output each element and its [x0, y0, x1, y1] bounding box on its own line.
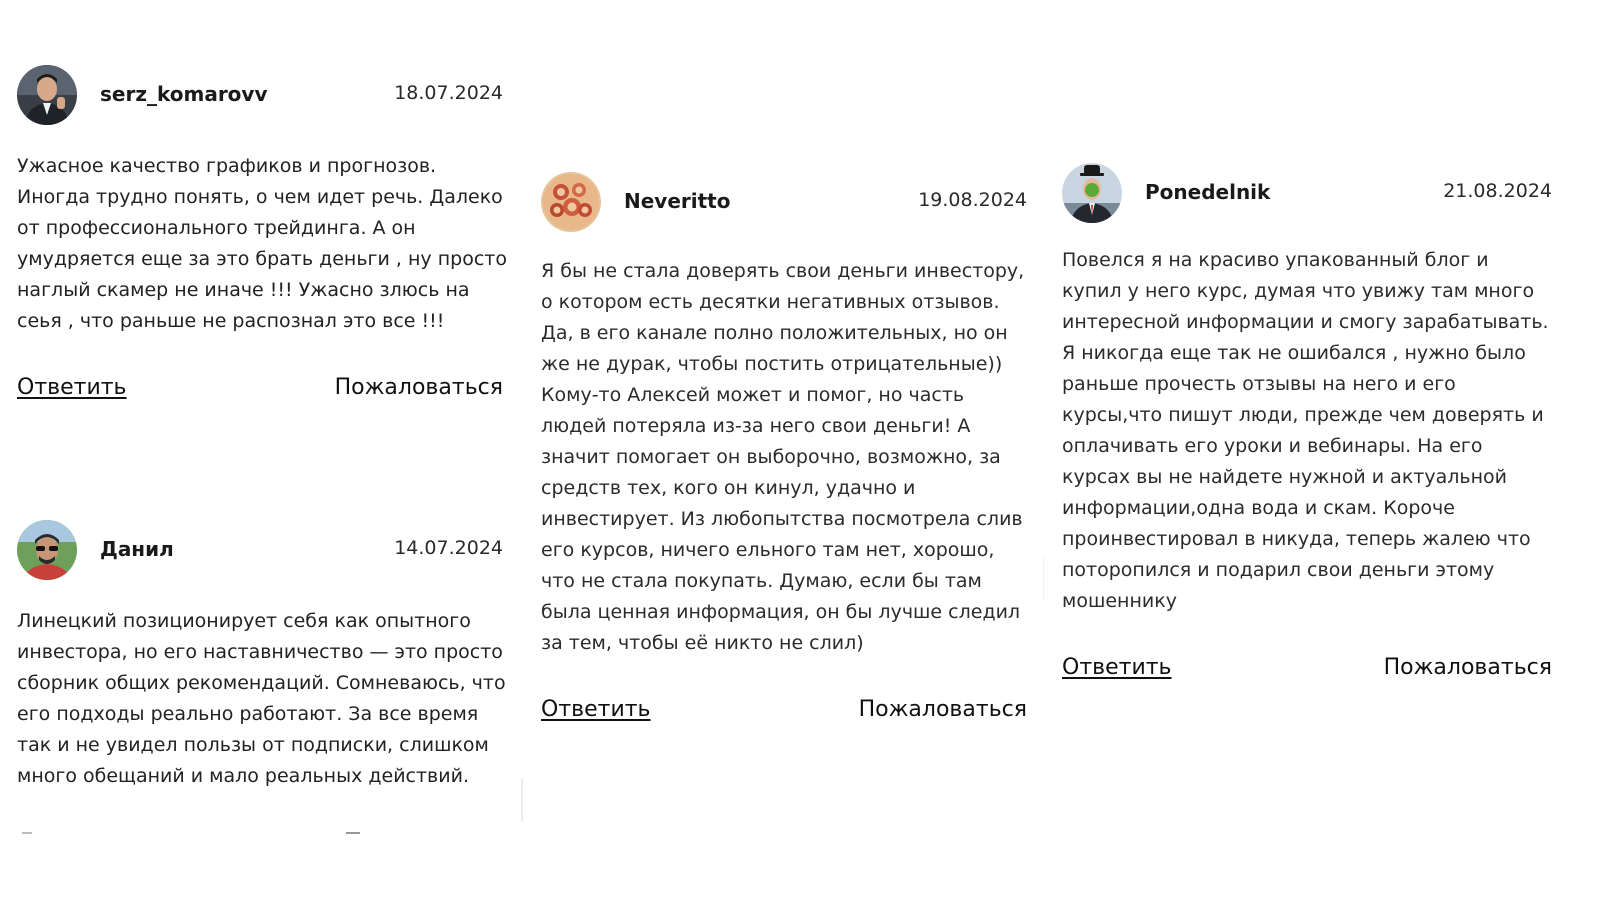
painted-faces-avatar-icon[interactable] — [541, 172, 601, 232]
review-actions — [541, 697, 1027, 729]
review-actions — [1062, 655, 1552, 687]
review-header — [17, 520, 503, 580]
man-with-sunglasses-avatar-icon[interactable] — [17, 520, 77, 580]
review-text: Ужасное качество графиков и прогнозов. Иногда трудно понять, о чем идет речь. Далеко от профессионального трейдинга. А он умудряется еще за это брать деньги , ну просто наглый скамер не иначе !!! Ужасно злюсь на сеья , что раньше не распознал это все !!! — [17, 155, 507, 332]
report-link[interactable]: Пожаловаться — [858, 697, 1027, 722]
review-username[interactable]: Ponedelnik — [1145, 180, 1271, 204]
review-header — [1062, 163, 1552, 223]
review-date: 18.07.2024 — [394, 82, 503, 104]
reply-link[interactable]: Ответить — [17, 375, 127, 400]
review-card — [541, 172, 1027, 729]
review-username[interactable]: serz_komarovv — [100, 82, 268, 106]
review-header — [17, 65, 503, 125]
review-date: 14.07.2024 — [394, 537, 503, 559]
report-link[interactable]: Пожаловаться — [1383, 655, 1552, 680]
review-actions — [17, 375, 503, 407]
reply-link[interactable]: Ответить — [1062, 655, 1172, 680]
column-divider — [1043, 555, 1044, 600]
son-of-man-painting-avatar-icon[interactable] — [1062, 163, 1122, 223]
review-card — [17, 65, 507, 407]
review-date: 19.08.2024 — [918, 189, 1027, 211]
cut-off-mark — [346, 832, 360, 834]
reply-link[interactable]: Ответить — [541, 697, 651, 722]
review-username[interactable]: Данил — [100, 537, 174, 561]
report-link[interactable]: Пожаловаться — [334, 375, 503, 400]
review-card — [17, 520, 506, 792]
review-text: Линецкий позиционирует себя как опытного инвестора, но его наставничество — это просто сборник общих рекомендаций. Сомневаюсь, что его подходы реально работают. За все время так и не увидел пользы от подписки, слишком много обещаний и мало реальных действий. — [17, 610, 506, 787]
review-text: Повелся я на красиво упакованный блог и купил у него курс, думая что увижу там много интересной информации и смогу зарабатывать. Я никогда еще так не ошибался , нужно было раньше прочесть отзывы на него и его курсы,что пишут люди, прежде чем доверять и оплачивать его уроки и вебинары. На его курсах вы не найдете нужной и актуальной информации,одна вода и скам. Короче проинвестировал в никуда, теперь жалею что поторопился и подарил свои деньги этому мошеннику — [1062, 249, 1549, 612]
column-divider — [521, 778, 523, 822]
cut-off-mark — [22, 832, 32, 834]
review-header — [541, 172, 1027, 232]
man-in-suit-avatar-icon[interactable] — [17, 65, 77, 125]
review-date: 21.08.2024 — [1443, 180, 1552, 202]
review-text: Я бы не стала доверять свои деньги инвестору, о котором есть десятки негативных отзывов. Да, в его канале полно положительных, но он же не дурак, чтобы постить отрицательные)) Кому-то Алексей может и помог, но часть людей потеряла из-за него свои деньги! А значит помогает он выборочно, возможно, за средств тех, кого он кинул, удачно и инвестирует. Из любопытства посмотрела слив его курсов, ничего ельного там нет, хорошо, что не стала покупать. Думаю, если бы там была ценная информация, он бы лучше следил за тем, чтобы её никто не слил) — [541, 260, 1025, 654]
review-card — [1062, 163, 1552, 687]
review-username[interactable]: Neveritto — [624, 189, 731, 213]
